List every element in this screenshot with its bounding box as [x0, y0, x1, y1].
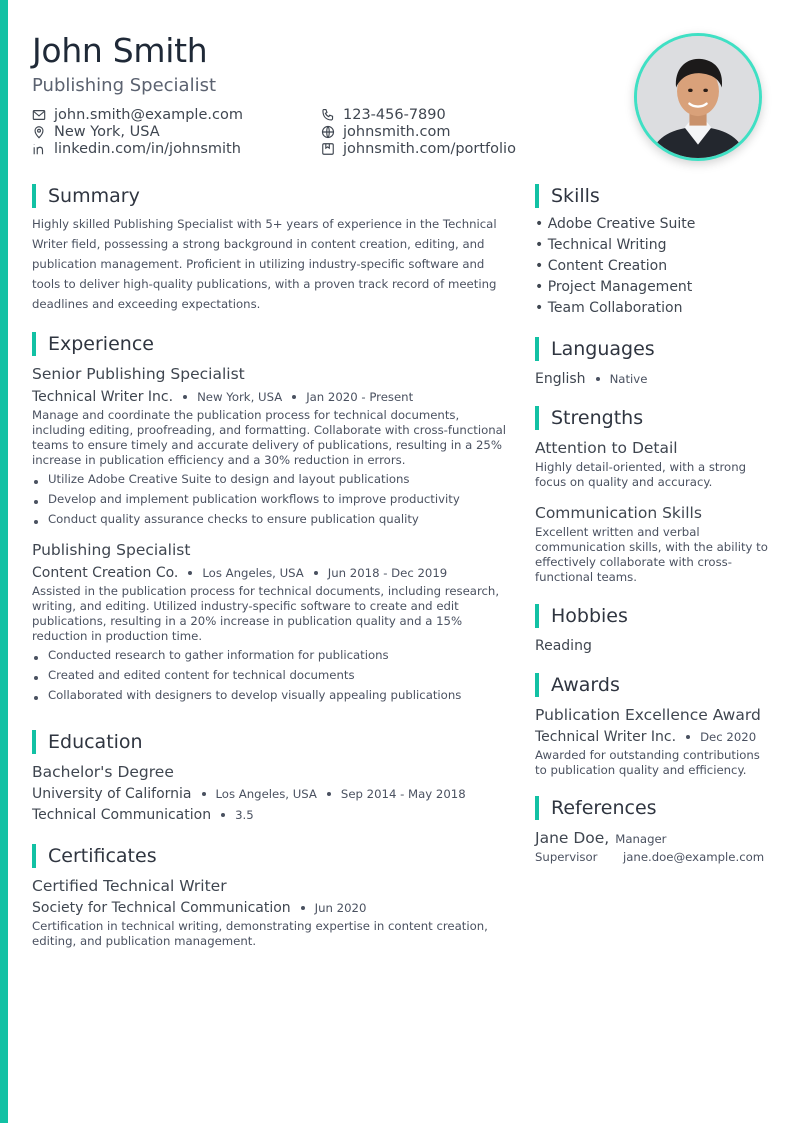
- list-item: • Content Creation: [535, 258, 668, 274]
- reference-detail-row: [535, 848, 770, 866]
- resume-header: [32, 30, 612, 162]
- list-item: Created and edited content for technical documents: [32, 665, 510, 685]
- strengths-section: [535, 406, 770, 585]
- section-heading: References: [551, 797, 657, 819]
- strength-title: Attention to Detail: [535, 439, 678, 457]
- certificate-meta: [32, 898, 510, 918]
- job-location: New York, USA: [197, 390, 283, 404]
- contact-linkedin[interactable]: linkedin.com/in/johnsmith: [32, 140, 241, 157]
- strength-description: Highly detail-oriented, with a strong focus on quality and accuracy.: [535, 460, 747, 489]
- gpa-value: 3.5: [235, 808, 254, 822]
- job-entry: [32, 364, 510, 529]
- separator-dot: [327, 792, 331, 796]
- skills-list: [535, 214, 770, 319]
- award-issuer: Technical Writer Inc.: [535, 729, 677, 745]
- strength-description: Excellent written and verbal communication skills, with the ability to effectively collaborate with cross-functional teams.: [535, 525, 768, 584]
- section-accent: [535, 673, 539, 697]
- skills-section: [535, 184, 770, 319]
- job-dates: Jun 2018 - Dec 2019: [327, 566, 448, 580]
- list-item: Conducted research to gather information for publications: [32, 645, 510, 665]
- separator-dot: [292, 395, 296, 399]
- section-accent: [32, 184, 36, 208]
- separator-dot: [314, 571, 318, 575]
- job-meta: [32, 563, 510, 583]
- summary-text: Highly skilled Publishing Specialist with 5+ years of experience in the Technical Writer field, possessing a strong background in content creation, editing, and publication management. Proficient in utilizing industry-specific software and tools to deliver high-quality publications, with a proven track record of meeting deadlines and exceeding expectations.: [32, 217, 497, 311]
- job-description: Assisted in the publication process for technical documents, including research, writing, and editing. Utilized industry-specific software to create and edit publications, resulting in a 20% increase in publication quality and a 15% reduction in production time.: [32, 584, 500, 643]
- education-field-row: [32, 805, 510, 825]
- separator-dot: [188, 571, 192, 575]
- candidate-name: John Smith: [32, 31, 208, 70]
- hobby-item: Reading: [535, 638, 592, 654]
- reference-name-row: [535, 828, 770, 848]
- portfolio-icon: [321, 142, 335, 156]
- section-heading: Hobbies: [551, 605, 628, 627]
- list-item: • Adobe Creative Suite: [535, 216, 696, 232]
- profile-photo: [634, 33, 762, 161]
- accent-bar: [0, 0, 8, 1123]
- list-item: Develop and implement publication workflows to improve productivity: [32, 489, 510, 509]
- language-item: [535, 369, 770, 389]
- section-heading: Summary: [48, 185, 140, 207]
- section-heading: Education: [48, 731, 143, 753]
- section-accent: [535, 337, 539, 361]
- reference-position: Manager: [615, 832, 667, 846]
- job-title: Senior Publishing Specialist: [32, 365, 245, 383]
- list-item: Utilize Adobe Creative Suite to design and layout publications: [32, 469, 510, 489]
- reference-name: Jane Doe,: [535, 829, 610, 847]
- contact-website[interactable]: johnsmith.com: [321, 123, 450, 140]
- list-item: • Project Management: [535, 279, 693, 295]
- section-accent: [32, 844, 36, 868]
- job-title: Publishing Specialist: [32, 541, 191, 559]
- avatar-illustration: [637, 36, 759, 158]
- language-name: English: [535, 371, 586, 387]
- experience-section: [32, 332, 510, 705]
- section-heading: Awards: [551, 674, 620, 696]
- section-heading: Certificates: [48, 845, 157, 867]
- strength-title: Communication Skills: [535, 504, 702, 522]
- list-item: • Technical Writing: [535, 237, 667, 253]
- job-bullets: [32, 469, 510, 529]
- certificate-name: Certified Technical Writer: [32, 877, 227, 895]
- reference-role: Supervisor: [535, 850, 598, 864]
- list-item: • Team Collaboration: [535, 300, 683, 316]
- section-accent: [535, 184, 539, 208]
- award-date: Dec 2020: [700, 730, 757, 744]
- job-company: Content Creation Co.: [32, 565, 179, 581]
- award-name: Publication Excellence Award: [535, 706, 761, 724]
- job-bullets: [32, 645, 510, 705]
- separator-dot: [596, 377, 600, 381]
- contact-list: [32, 106, 612, 162]
- contact-portfolio[interactable]: johnsmith.com/portfolio: [321, 140, 516, 157]
- candidate-title: Publishing Specialist: [32, 75, 217, 96]
- section-accent: [535, 406, 539, 430]
- languages-section: [535, 337, 770, 389]
- job-location: Los Angeles, USA: [202, 566, 304, 580]
- section-heading: Strengths: [551, 407, 644, 429]
- certificate-description: Certification in technical writing, demonstrating expertise in content creation, editing, and publication management.: [32, 919, 488, 948]
- section-heading: Experience: [48, 333, 154, 355]
- school-name: University of California: [32, 786, 192, 802]
- education-section: [32, 730, 510, 825]
- references-section: [535, 796, 770, 866]
- language-level: Native: [609, 372, 648, 386]
- map-pin-icon: [32, 125, 46, 139]
- award-meta: [535, 727, 770, 747]
- list-item: Conduct quality assurance checks to ensure publication quality: [32, 509, 510, 529]
- contact-email[interactable]: john.smith@example.com: [32, 106, 243, 123]
- globe-icon: [321, 125, 335, 139]
- certificates-section: [32, 844, 510, 949]
- separator-dot: [183, 395, 187, 399]
- separator-dot: [221, 813, 225, 817]
- section-heading: Languages: [551, 338, 655, 360]
- separator-dot: [301, 906, 305, 910]
- contact-location: New York, USA: [32, 123, 160, 140]
- awards-section: [535, 673, 770, 778]
- award-description: Awarded for outstanding contributions to publication quality and efficiency.: [535, 748, 760, 777]
- separator-dot: [202, 792, 206, 796]
- job-description: Manage and coordinate the publication process for technical documents, including editing, proofreading, and formatting. Collaborate with cross-functional teams to ensure timely and accurate delivery of publications, resulting in a 25% increase in publication efficiency and a 30% reduction in errors.: [32, 408, 507, 467]
- phone-icon: [321, 108, 335, 122]
- section-accent: [535, 796, 539, 820]
- education-meta: [32, 784, 510, 804]
- contact-phone[interactable]: 123-456-7890: [321, 106, 446, 123]
- summary-section: [32, 184, 510, 314]
- mail-icon: [32, 108, 46, 122]
- job-meta: [32, 387, 510, 407]
- list-item: Collaborated with designers to develop visually appealing publications: [32, 685, 510, 705]
- section-accent: [535, 604, 539, 628]
- certificate-issuer: Society for Technical Communication: [32, 900, 291, 916]
- school-location: Los Angeles, USA: [215, 787, 317, 801]
- certificate-date: Jun 2020: [314, 901, 367, 915]
- job-company: Technical Writer Inc.: [32, 389, 174, 405]
- education-dates: Sep 2014 - May 2018: [340, 787, 466, 801]
- job-entry: [32, 540, 510, 705]
- job-dates: Jan 2020 - Present: [306, 390, 414, 404]
- section-heading: Skills: [551, 185, 600, 207]
- hobbies-section: [535, 604, 770, 657]
- reference-email[interactable]: jane.doe@example.com: [623, 850, 765, 864]
- linkedin-icon: [32, 142, 46, 156]
- section-accent: [32, 730, 36, 754]
- degree-title: Bachelor's Degree: [32, 763, 174, 781]
- field-of-study: Technical Communication: [32, 807, 212, 823]
- section-accent: [32, 332, 36, 356]
- separator-dot: [686, 735, 690, 739]
